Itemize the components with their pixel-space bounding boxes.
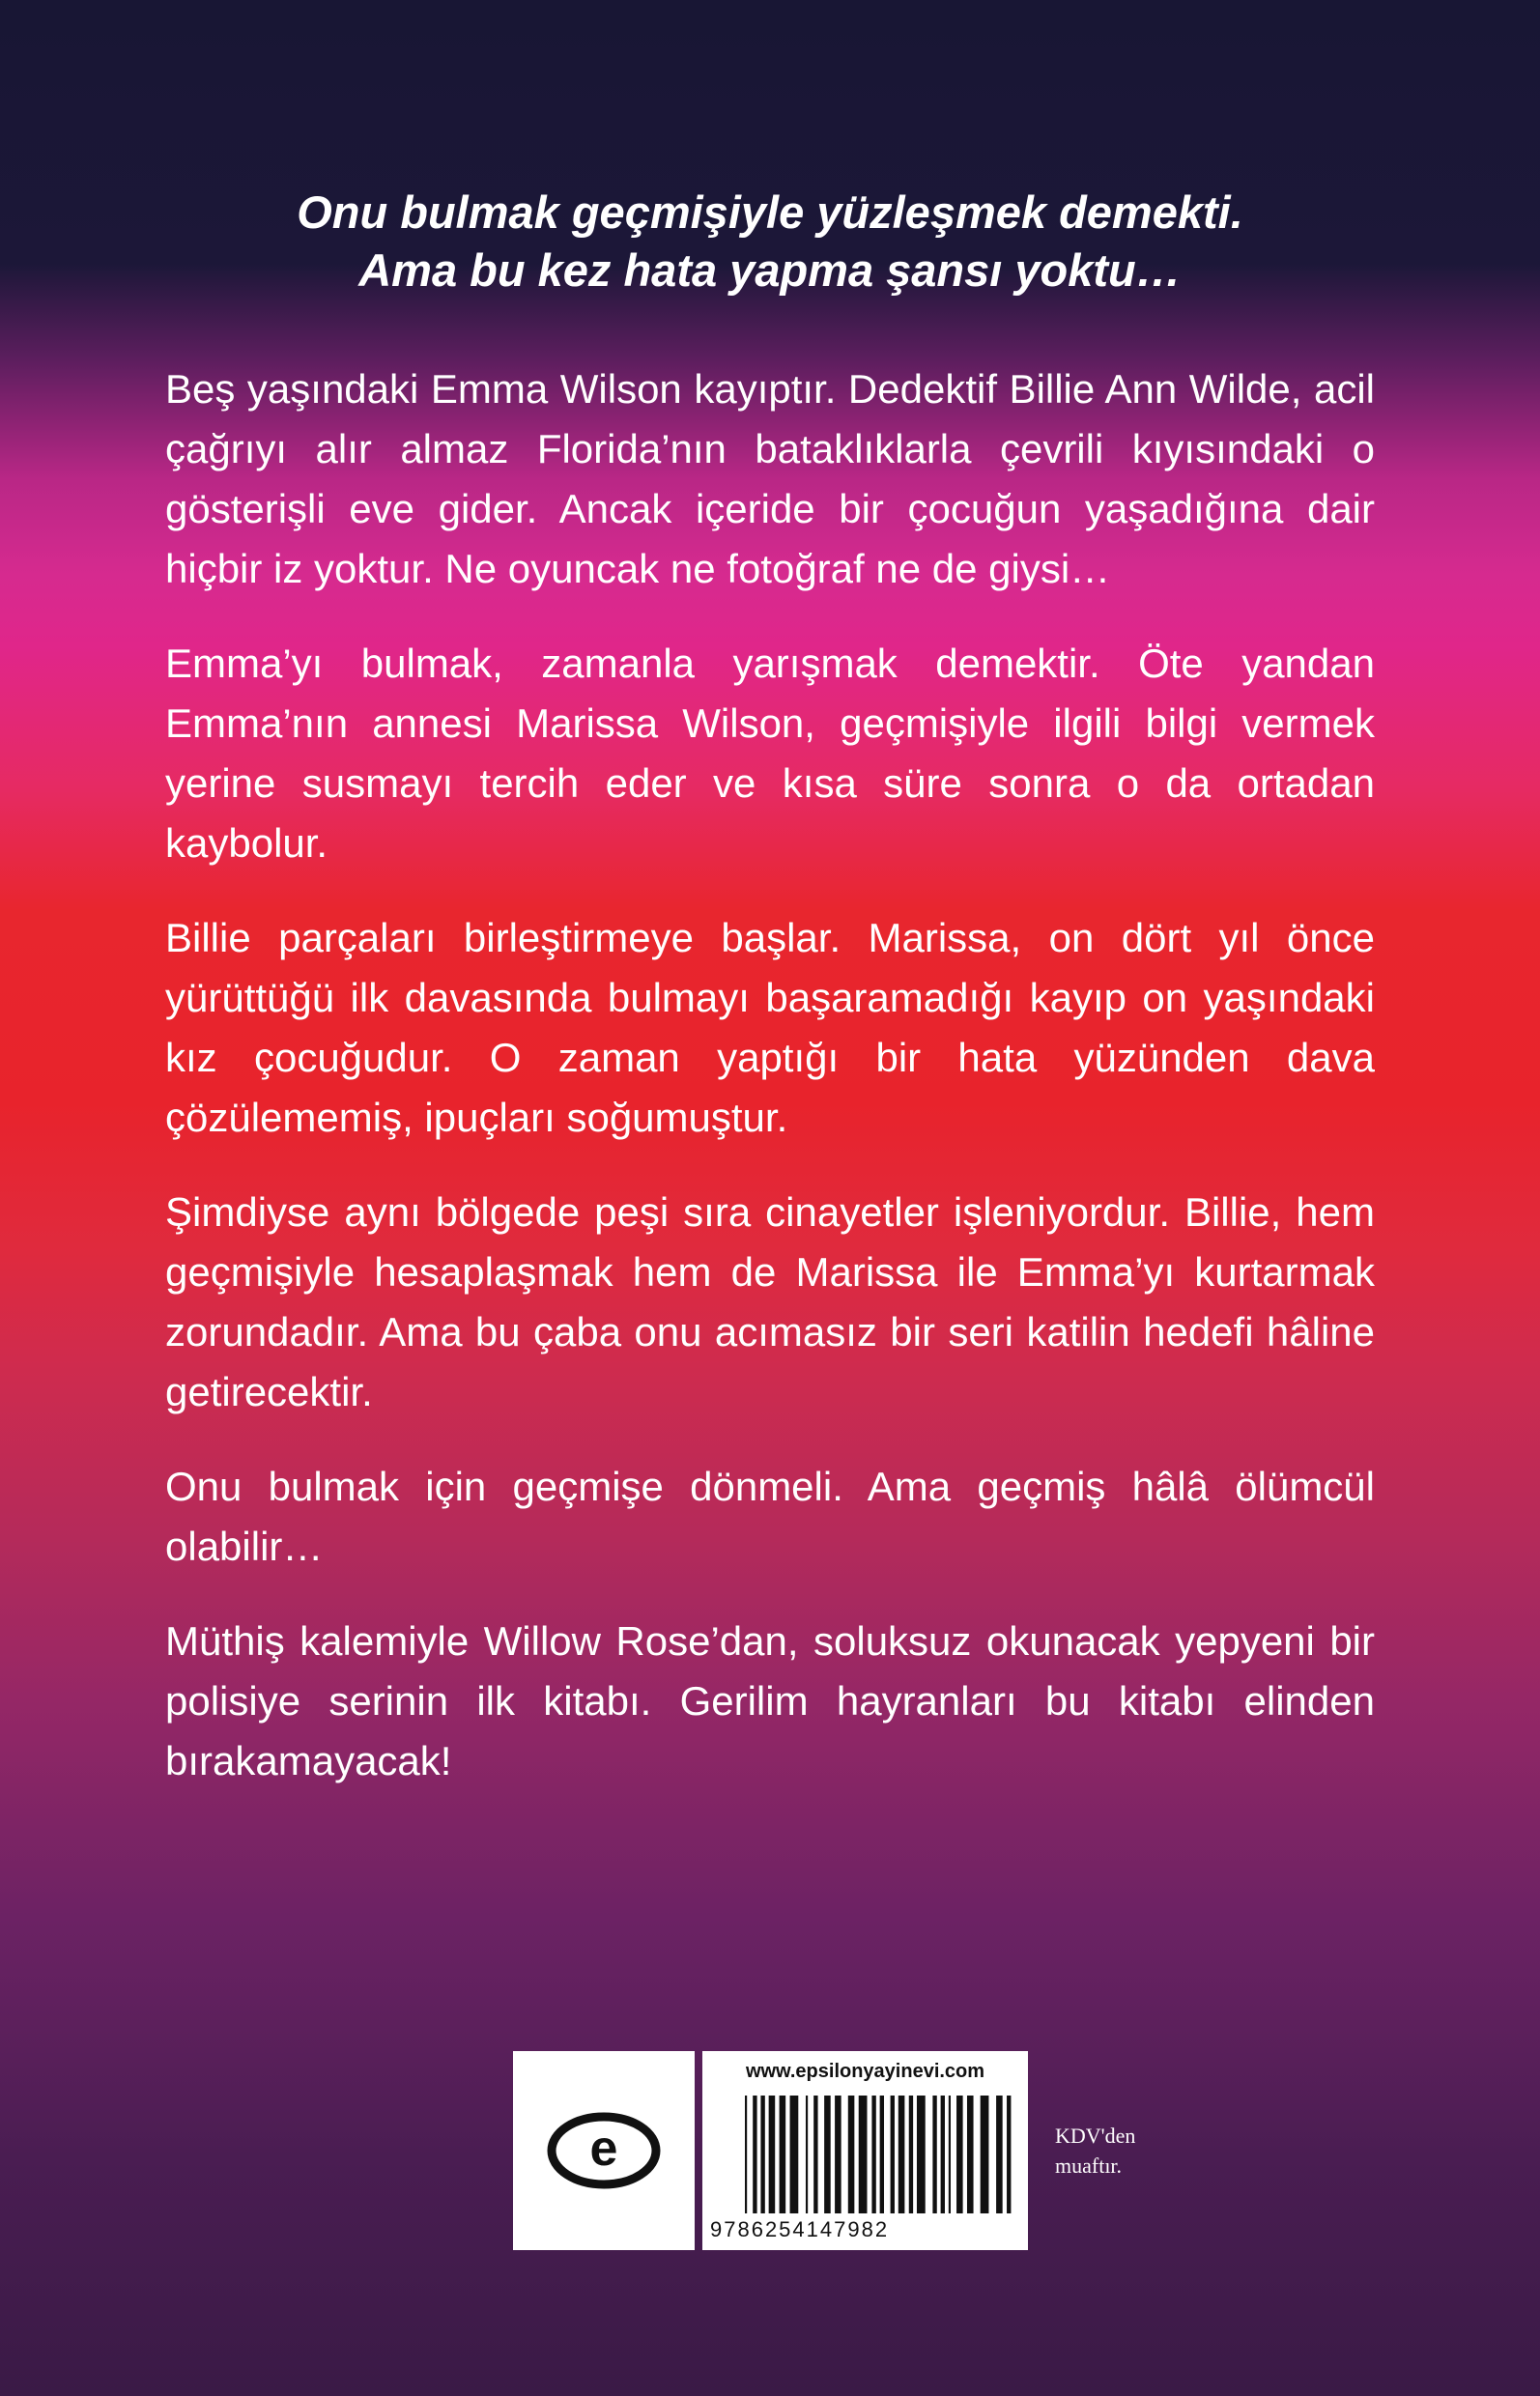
logo-letter: e: [589, 2121, 618, 2177]
tagline-line-2: Ama bu kez hata yapma şansı yoktu…: [358, 244, 1182, 296]
tax-exempt-note: [1055, 2121, 1181, 2181]
barcode-bar: [917, 2096, 926, 2213]
blurb-paragraph: Onu bulmak için geçmişe dönmeli. Ama geçmiş hâlâ ölümcül olabilir…: [165, 1464, 1375, 1569]
barcode-bar: [1007, 2096, 1011, 2213]
epsilon-logo-icon: [547, 2112, 661, 2189]
barcode-bar: [769, 2096, 776, 2213]
barcode-bar: [932, 2096, 936, 2213]
barcode-bar: [813, 2096, 817, 2213]
barcode-bar: [949, 2096, 951, 2213]
isbn-barcode-box: [702, 2051, 1028, 2250]
tax-note-line-1: KDV'den: [1055, 2124, 1136, 2148]
barcode-bar: [806, 2096, 808, 2213]
barcode-bar: [996, 2096, 1003, 2213]
barcode-bar: [967, 2096, 974, 2213]
blurb: [165, 359, 1375, 1826]
barcode-bar: [760, 2096, 764, 2213]
barcode-bar: [790, 2096, 799, 2213]
blurb-paragraph: Şimdiyse aynı bölgede peşi sıra cinayetler işleniyordur. Billie, hem geçmişiyle hesaplaşmak hem de Marissa ile Emma’yı kurtarmak zorundadır. Ama bu çaba onu acımasız bir seri katilin hedefi hâline getirecektir.: [165, 1189, 1375, 1414]
barcode-bar: [891, 2096, 895, 2213]
blurb-paragraph: Beş yaşındaki Emma Wilson kayıptır. Dedektif Billie Ann Wilde, acil çağrıyı alır almaz Florida’nın bataklıklarla çevrili kıyısındaki o gösterişli eve gider. Ancak içeride bir çocuğun yaşadığına dair hiçbir iz yoktur. Ne oyuncak ne fotoğraf ne de giysi…: [165, 366, 1375, 591]
barcode-bar: [981, 2096, 989, 2213]
barcode-bar: [848, 2096, 855, 2213]
barcode-bar: [835, 2096, 841, 2213]
publisher-website: www.epsilonyayinevi.com: [745, 2061, 985, 2082]
barcode-bar: [824, 2096, 831, 2213]
barcode-bar: [941, 2096, 945, 2213]
blurb-paragraph: Emma’yı bulmak, zamanla yarışmak demektir. Öte yandan Emma’nın annesi Marissa Wilson, geçmişiyle ilgili bilgi vermek yerine susmayı tercih eder ve kısa süre sonra o da ortadan kaybolur.: [165, 641, 1375, 866]
publisher-logo: [513, 2051, 695, 2250]
blurb-paragraph: Billie parçaları birleştirmeye başlar. Marissa, on dört yıl önce yürüttüğü ilk davasında bulmayı başaramadığı kayıp on yaşındaki kız çocuğudur. O zaman yaptığı bir hata yüzünden dava çözülememiş, ipuçları soğumuştur.: [165, 915, 1375, 1140]
blurb-paragraph: Müthiş kalemiyle Willow Rose’dan, soluksuz okunacak yepyeni bir polisiye serinin ilk kitabı. Gerilim hayranları bu kitabı elinden bırakamayacak!: [165, 1618, 1375, 1783]
tax-note-line-2: muaftır.: [1055, 2154, 1123, 2178]
isbn-number: 9786254147982: [710, 2217, 890, 2241]
barcode-bar: [745, 2096, 747, 2213]
barcode-bar: [780, 2096, 786, 2213]
barcode-bar: [909, 2096, 913, 2213]
barcode-bar: [871, 2096, 875, 2213]
barcode-bar: [880, 2096, 884, 2213]
tagline: [0, 184, 1540, 300]
tagline-line-1: Onu bulmak geçmişiyle yüzleşmek demekti.: [297, 186, 1243, 238]
barcode-bar: [859, 2096, 868, 2213]
barcode-bar: [753, 2096, 756, 2213]
barcode-bar: [898, 2096, 905, 2213]
barcode-bar: [956, 2096, 963, 2213]
